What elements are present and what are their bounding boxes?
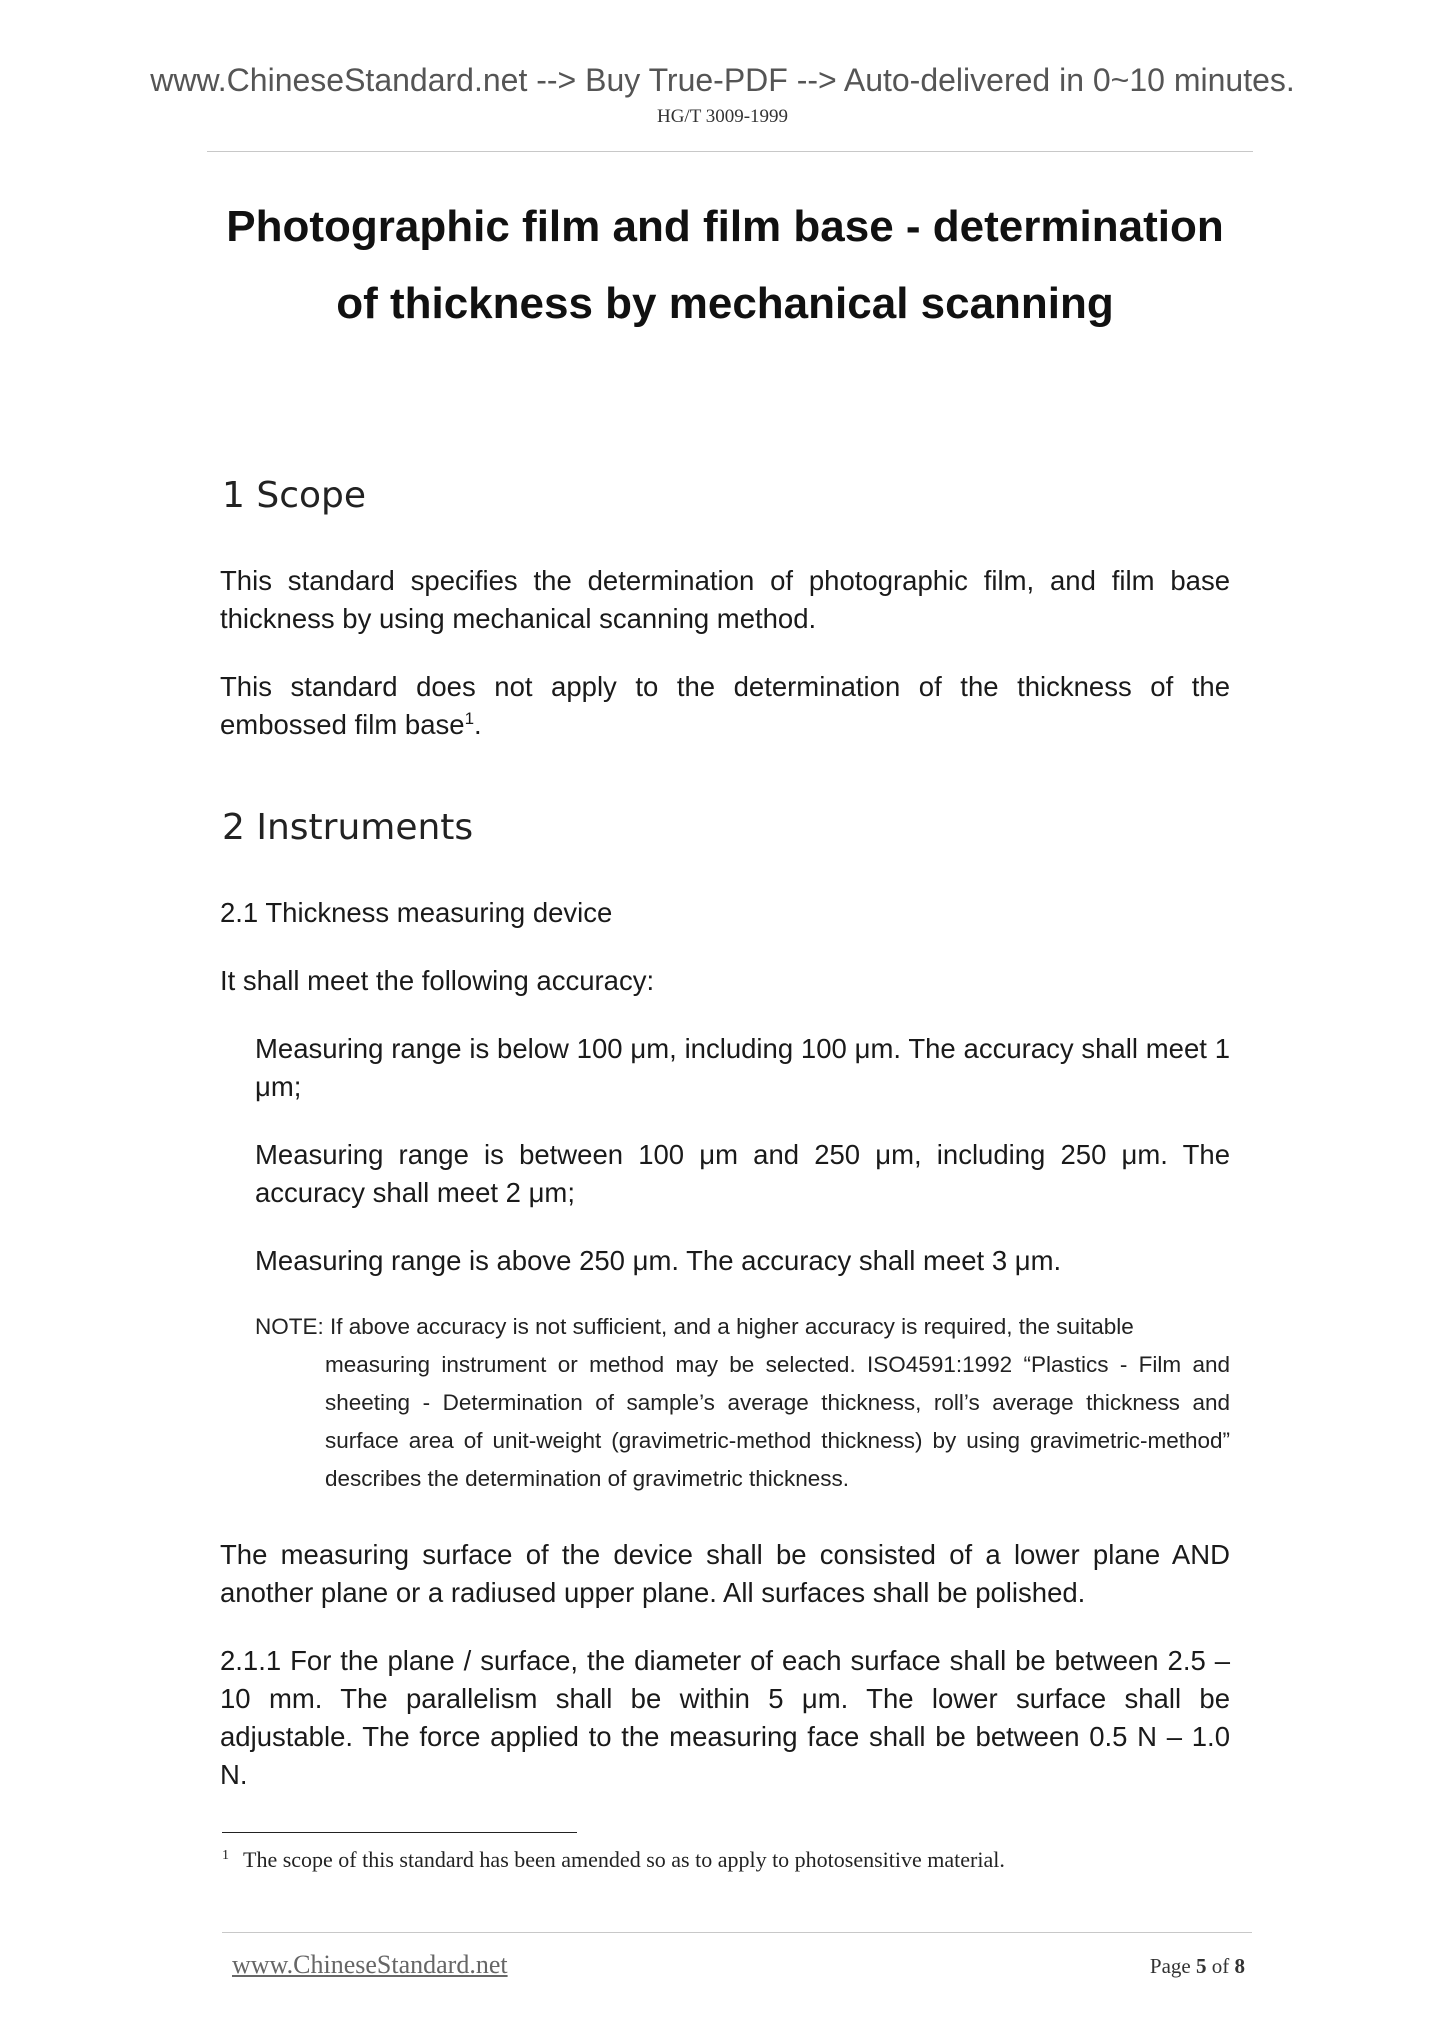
footnote-text: The scope of this standard has been amended so as to apply to photosensitive material. [243, 1847, 1005, 1872]
footer-divider [222, 1932, 1252, 1933]
accuracy-item-3: Measuring range is above 250 μm. The accuracy shall meet 3 μm. [255, 1245, 1062, 1276]
subsection-2-1-1: 2.1.1 For the plane / surface, the diameter of each surface shall be between 2.5 – 10 mm. The parallelism shall be within 5 μm. The lower surface shall be adjustable. The force applied to the measuring face shall be between 0.5 N – 1.0 N. [220, 1645, 1230, 1790]
footnote-divider [222, 1832, 577, 1833]
footnote-mark: 1 [222, 1847, 229, 1863]
footnote-reference: 1 [464, 708, 475, 728]
measuring-surface-paragraph: The measuring surface of the device shall be consisted of a lower plane AND another plane or a radiused upper plane. All surfaces shall be polished. [220, 1539, 1230, 1608]
scope-paragraph-1: This standard specifies the determination of photographic film, and film base thickness by using mechanical scanning method. [220, 565, 1230, 634]
accuracy-item-1: Measuring range is below 100 μm, including 100 μm. The accuracy shall meet 1 μm; [255, 1033, 1230, 1102]
accuracy-item-2: Measuring range is between 100 μm and 250 μm, including 250 μm. The accuracy shall meet 2 μm; [255, 1139, 1230, 1208]
page-of: of [1211, 1954, 1230, 1978]
scope-paragraph-2-end: . [474, 709, 482, 740]
page-current: 5 [1196, 1954, 1207, 1978]
subsection-heading-2-1: 2.1 Thickness measuring device [220, 897, 613, 928]
accuracy-intro: It shall meet the following accuracy: [220, 965, 655, 996]
section-heading-scope: 1 Scope [222, 475, 367, 516]
title-line-1: Photographic film and film base - determination [226, 202, 1224, 251]
document-title [160, 188, 1290, 342]
header-divider [207, 151, 1253, 152]
scope-paragraph-2-text: This standard does not apply to the determination of the thickness of the embossed film base [220, 671, 1230, 740]
note-first-line: NOTE: If above accuracy is not sufficient, and a higher accuracy is required, the suitable [255, 1314, 1134, 1339]
scope-paragraph-2 [220, 668, 1230, 744]
document-code: HG/T 3009-1999 [656, 106, 789, 127]
note-continuation: measuring instrument or method may be selected. ISO4591:1992 “Plastics - Film and sheeting - Determination of sample’s average thickness, roll’s average thickness and surface area of unit-weight (gravimetric-method thickness) by using gravimetric-method” describes the determination of gravimetric thickness. [325, 1352, 1230, 1491]
title-line-2: of thickness by mechanical scanning [336, 279, 1114, 328]
footnote [222, 1844, 1252, 1876]
section-heading-instruments: 2 Instruments [222, 807, 474, 848]
page-number [1100, 1951, 1245, 1981]
page-total: 8 [1234, 1954, 1245, 1978]
source-banner: www.ChineseStandard.net --> Buy True-PDF --> Auto-delivered in 0~10 minutes. [150, 62, 1295, 98]
footer-website-link[interactable]: www.ChineseStandard.net [232, 1950, 508, 1979]
page-label: Page [1149, 1954, 1191, 1978]
accuracy-note [255, 1308, 1230, 1498]
